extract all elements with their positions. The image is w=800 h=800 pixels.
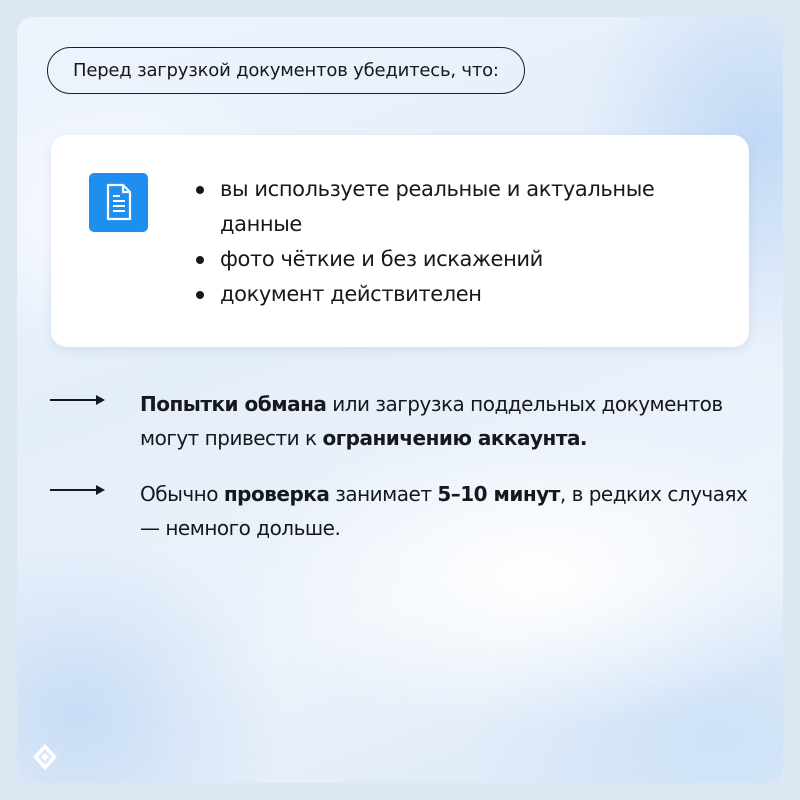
document-icon (89, 173, 148, 232)
brand-logo-icon (30, 742, 60, 772)
checklist-item-text: документ действителен (220, 282, 482, 306)
note-fragment: или загрузка поддельных документов могут привести к (140, 392, 723, 450)
slide-canvas (17, 17, 783, 783)
bullet-icon (196, 256, 204, 264)
checklist-item (194, 277, 694, 312)
note-bold-fragment: Попытки обмана (140, 392, 327, 416)
bullet-icon (196, 186, 204, 194)
arrow-right-icon (49, 393, 107, 407)
note-fragment: Обычно (140, 482, 224, 506)
checklist-item-text: фото чёткие и без искажений (220, 247, 543, 271)
note-fragment: , в редких случаях — немного дольше. (140, 482, 748, 540)
checklist-item (194, 172, 694, 242)
warning-note-text (140, 387, 755, 455)
checklist (194, 172, 694, 312)
note-bold-fragment: 5–10 минут (437, 482, 560, 506)
checklist-item-text: вы используете реальные и актуальные данные (220, 177, 655, 236)
timing-note-text (140, 477, 755, 545)
header-pill (47, 47, 525, 94)
bullet-icon (196, 291, 204, 299)
checklist-item (194, 242, 694, 277)
checklist-card (51, 135, 749, 347)
note-bold-fragment: проверка (223, 482, 330, 506)
note-bold-fragment: ограничению аккаунта. (322, 426, 588, 450)
arrow-right-icon (49, 483, 107, 497)
note-fragment: занимает (329, 482, 438, 506)
header-title: Перед загрузкой документов убедитесь, что: (73, 60, 499, 81)
